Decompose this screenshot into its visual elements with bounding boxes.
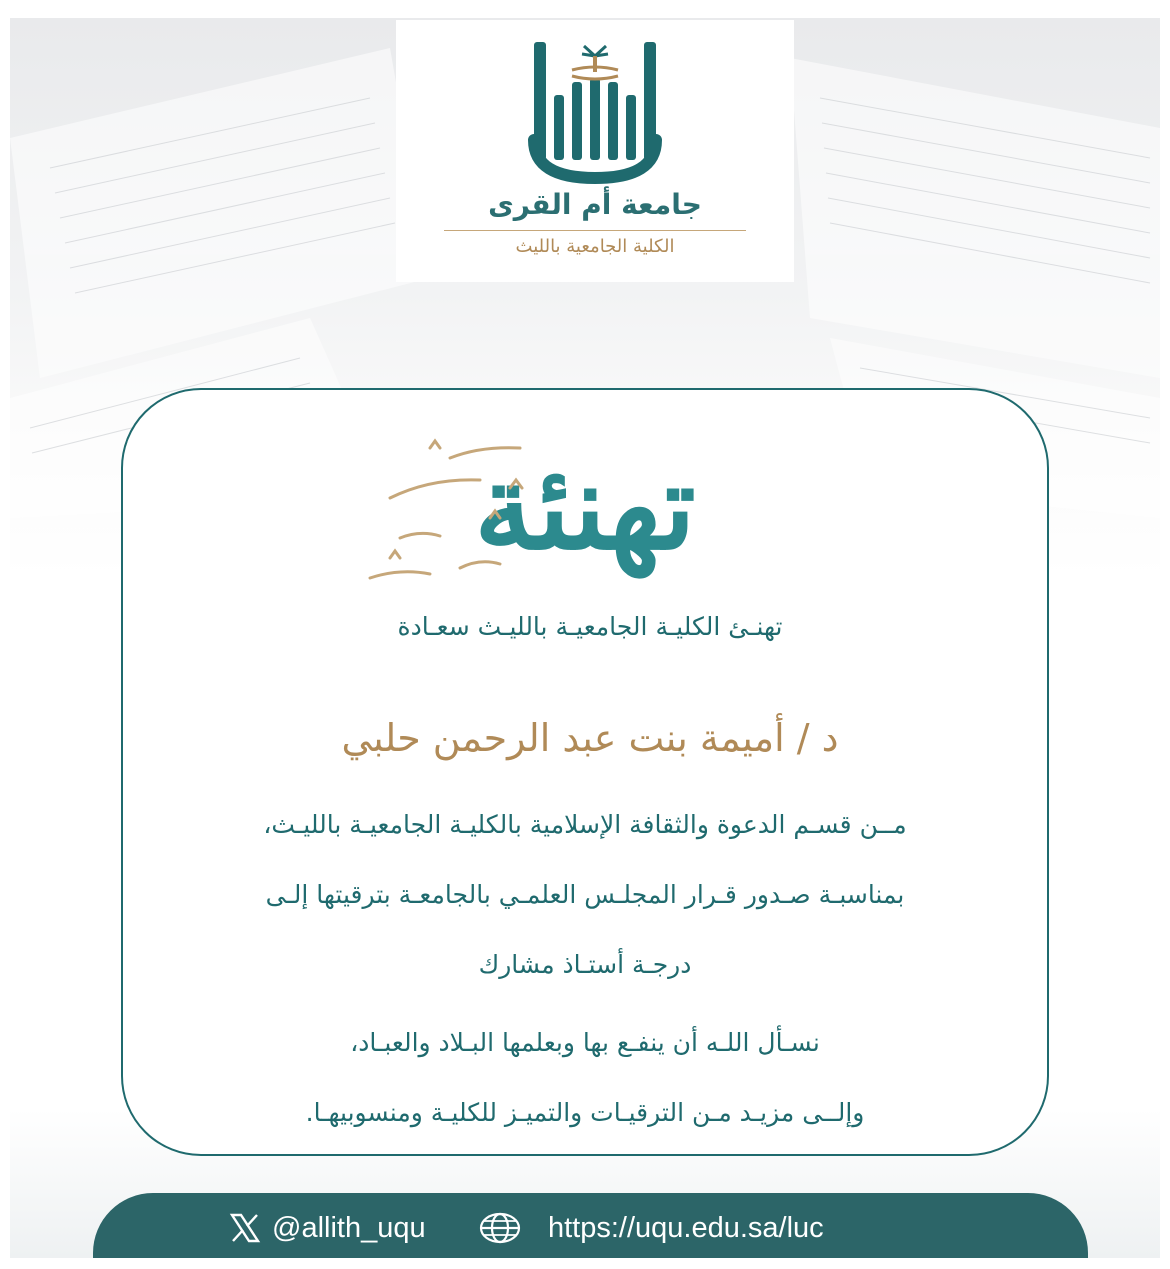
college-name: الكلية الجامعية بالليث xyxy=(515,236,675,257)
university-name: جامعة أم القرى xyxy=(488,188,702,221)
globe-icon xyxy=(478,1211,522,1245)
footer-bar xyxy=(93,1193,1088,1258)
x-handle: @allith_uqu xyxy=(272,1211,426,1244)
body-line-2: بمناسبـة صـدور قـرار المجلـس العلمـي بالجامعـة بترقيتها إلـى xyxy=(265,880,905,909)
body-line-4: نسـأل اللـه أن ينفـع بها وبعلمها البـلاد والعبـاد، xyxy=(350,1028,820,1057)
body-line-1: مــن قسـم الدعوة والثقافة الإسلامية بالكليـة الجامعيـة بالليـث، xyxy=(263,810,907,839)
honoree-name: د / أميمة بنت عبد الرحمن حلبي xyxy=(341,716,839,760)
poster xyxy=(10,18,1160,1258)
website-link[interactable] xyxy=(478,1193,824,1258)
body-line-3: درجـة أستـاذ مشارك xyxy=(478,950,692,979)
body-line-5: وإلــى مزيـد مـن الترقيـات والتميـز للكليـة ومنسوبيهـا. xyxy=(305,1098,865,1127)
tahniah-calligraphy: تهنئة xyxy=(474,437,696,576)
palm-and-swords-emblem xyxy=(396,20,794,190)
calligraphy-ornaments xyxy=(330,418,830,618)
website-url: https://uqu.edu.sa/luc xyxy=(548,1211,824,1244)
logo-divider xyxy=(444,230,746,231)
university-logo xyxy=(396,20,794,282)
x-account[interactable] xyxy=(228,1193,426,1258)
greeting-intro: تهنـئ الكليـة الجامعيـة بالليـث سعـادة xyxy=(397,612,783,641)
x-logo-icon xyxy=(228,1211,262,1245)
